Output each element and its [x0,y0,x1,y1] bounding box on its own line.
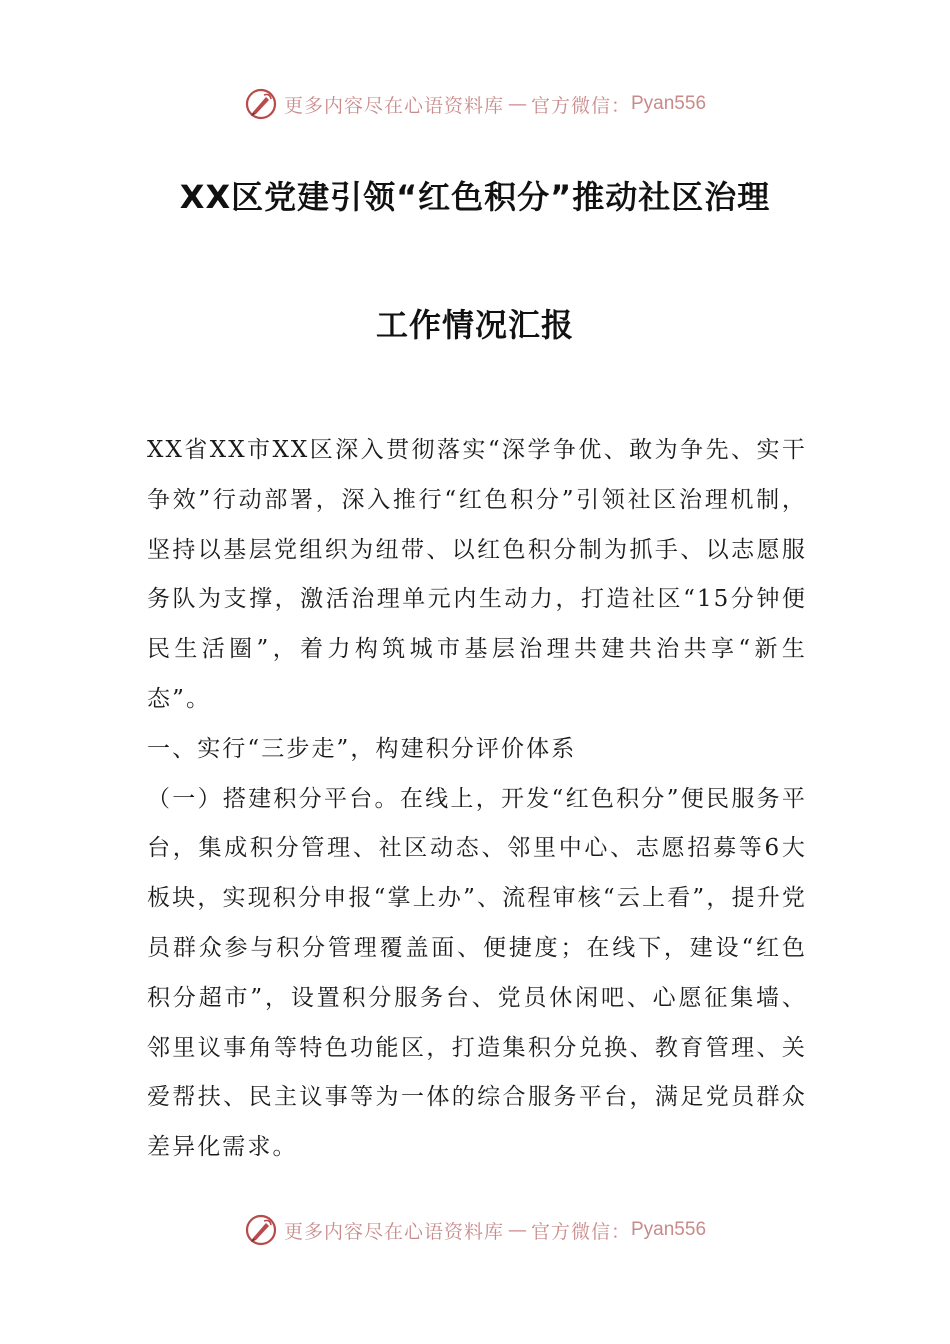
watermark-separator: — [507,1219,527,1241]
watermark-contact-id: Pyan556 [631,1219,707,1240]
watermark-contact-id: Pyan556 [631,93,707,114]
document-body [147,426,807,1173]
document-title-line1: XX区党建引领“红色积分”推动社区治理 [179,178,771,216]
subsection-paragraph-1: （一）搭建积分平台。在线上，开发“红色积分”便民服务平台，集成积分管理、社区动态、邻里中心、志愿招募等6大板块，实现积分申报“掌上办”、流程审核“云上看”，提升党员群众参与积分管理覆盖面、便捷度；在线下，建设“红色积分超市”，设置积分服务台、党员休闲吧、心愿征集墙、邻里议事角等特色功能区，打造集积分兑换、教育管理、关爱帮扶、民主议事等为一体的综合服务平台，满足党员群众差异化需求。 [147,785,807,1161]
document-title-line2: 工作情况汇报 [375,306,574,344]
watermark-separator: — [507,93,527,115]
pen-logo-icon [244,1213,278,1247]
watermark-footer [0,1210,950,1250]
intro-paragraph: XX省XX市XX区深入贯彻落实“深学争优、敢为争先、实干争效”行动部署，深入推行“红色积分”引领社区治理机制，坚持以基层党组织为纽带、以红色积分制为抓手、以志愿服务队为支撑，激活治理单元内生动力，打造社区“15分钟便民生活圈”，着力构筑城市基层治理共建共治共享“新生态”。 [147,437,807,712]
pen-logo-icon [244,87,278,121]
watermark-site-text: 更多内容尽在心语资料库 [283,1220,504,1243]
watermark-contact-label: 官方微信： [530,1220,631,1243]
watermark-site-text: 更多内容尽在心语资料库 [283,94,504,117]
watermark-header [0,84,950,124]
watermark-contact-label: 官方微信： [530,94,631,117]
section-heading-1: 一、实行“三步走”，构建积分评价体系 [147,735,577,762]
